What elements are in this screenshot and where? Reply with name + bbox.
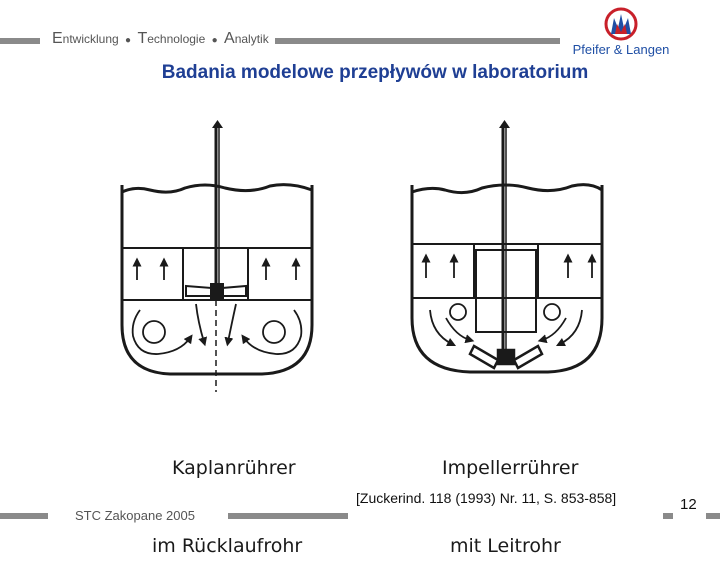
logo-text: Pfeifer & Langen <box>572 42 670 57</box>
footer-event: STC Zakopane 2005 <box>75 508 195 523</box>
slide-title: Badania modelowe przepływów w laboratorium <box>161 62 589 83</box>
tagline-word-1: ntwicklung <box>62 32 119 46</box>
vessel-left <box>122 120 312 392</box>
caption-left <box>152 403 303 585</box>
caption-right-line1: Impellerrührer <box>442 457 579 479</box>
footer-reference: [Zuckerind. 118 (1993) Nr. 11, S. 853-858] <box>356 490 617 506</box>
tagline-separator: ● <box>125 35 132 46</box>
caption-left-line1: Kaplanrührer <box>172 457 296 479</box>
tagline-word-1-initial: E <box>52 30 63 47</box>
tagline-word-3-initial: A <box>224 30 235 47</box>
tagline-word-3: nalytik <box>234 32 269 46</box>
vessel-right <box>412 120 602 372</box>
tagline-word-2: echnologie <box>147 32 206 46</box>
caption-right-line2: mit Leitrohr <box>450 535 561 557</box>
tagline-separator: ● <box>211 35 218 46</box>
tagline-word-2-initial: T <box>137 30 148 47</box>
page-number: 12 <box>680 496 697 513</box>
caption-left-line2: im Rücklaufrohr <box>152 535 303 557</box>
